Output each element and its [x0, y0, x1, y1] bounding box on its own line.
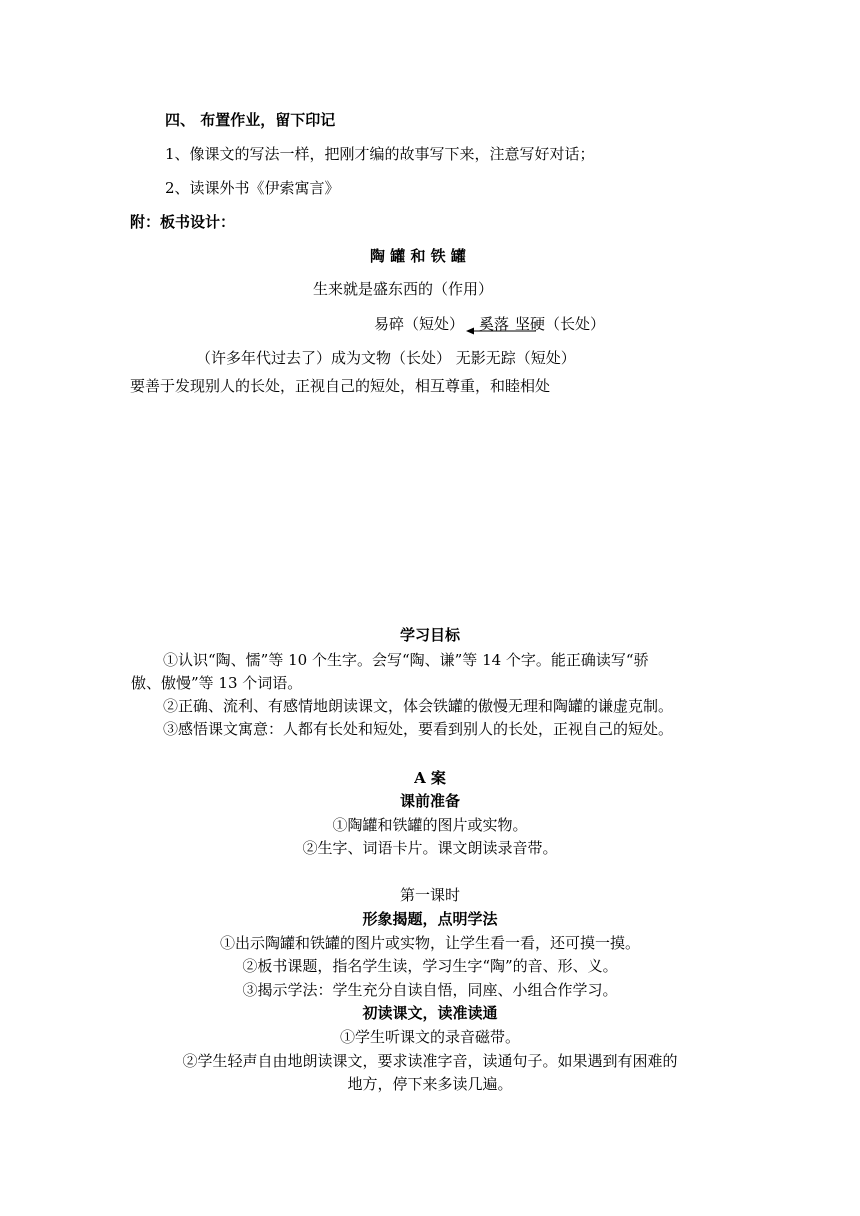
homework-item-2: 2、读课外书《伊索寓言》 [165, 179, 340, 197]
lesson-title: 第一课时 [399, 886, 460, 904]
section-1-item-3: ③揭示学法：学生充分自读自悟，同座、小组合作学习。 [242, 981, 618, 999]
left-arrow-icon [464, 326, 544, 336]
section-2-item-2b: 地方，停下来多读几遍。 [347, 1075, 513, 1093]
board-design-label: 附：板书设计： [130, 213, 236, 231]
board-line-purpose: 生来就是盛东西的（作用） [313, 280, 494, 298]
board-line-right: 坚硬（长处） [515, 315, 606, 333]
goal-2: ②正确、流利、有感情地朗读课文，体会铁罐的傲慢无理和陶罐的谦虚克制。 [163, 697, 674, 715]
prep-item-1: ①陶罐和铁罐的图片或实物。 [332, 816, 528, 834]
prep-item-2: ②生字、词语卡片。课文朗读录音带。 [302, 839, 558, 857]
goal-3: ③感悟课文寓意：人都有长处和短处，要看到别人的长处，正视自己的短处。 [163, 720, 674, 738]
goals-heading: 学习目标 [399, 626, 460, 644]
board-title: 陶 罐 和 铁 罐 [370, 247, 466, 265]
section-2-item-1: ①学生听课文的录音磁带。 [339, 1028, 520, 1046]
section-1-item-2: ②板书课题，指名学生读，学习生字“陶”的音、形、义。 [242, 957, 618, 975]
board-line-mid: 奚落 [479, 315, 510, 333]
section-1-heading: 形象揭题，点明学法 [362, 910, 498, 928]
plan-title: A 案 [414, 769, 446, 787]
board-line-moral: 要善于发现别人的长处，正视自己的短处，相互尊重，和睦相处 [130, 377, 551, 395]
homework-item-1: 1、像课文的写法一样，把刚才编的故事写下来，注意写好对话； [165, 145, 595, 163]
section-1-item-1: ①出示陶罐和铁罐的图片或实物，让学生看一看，还可摸一摸。 [219, 934, 640, 952]
board-line-left: 易碎（短处） [374, 315, 465, 333]
goal-1a: ①认识“陶、懦”等 10 个生字。会写“陶、谦”等 14 个字。能正确读写“骄 [163, 651, 649, 669]
board-line-result: （许多年代过去了）成为文物（长处） 无影无踪（短处） [196, 349, 576, 367]
section-2-item-2a: ②学生轻声自由地朗读课文，要求读准字音，读通句子。如果遇到有困难的 [182, 1052, 678, 1070]
homework-heading: 四、 布置作业，留下印记 [165, 111, 336, 129]
goal-1b: 傲、傲慢”等 13 个词语。 [131, 674, 303, 692]
prep-heading: 课前准备 [399, 792, 460, 810]
section-2-heading: 初读课文，读准读通 [362, 1004, 498, 1022]
